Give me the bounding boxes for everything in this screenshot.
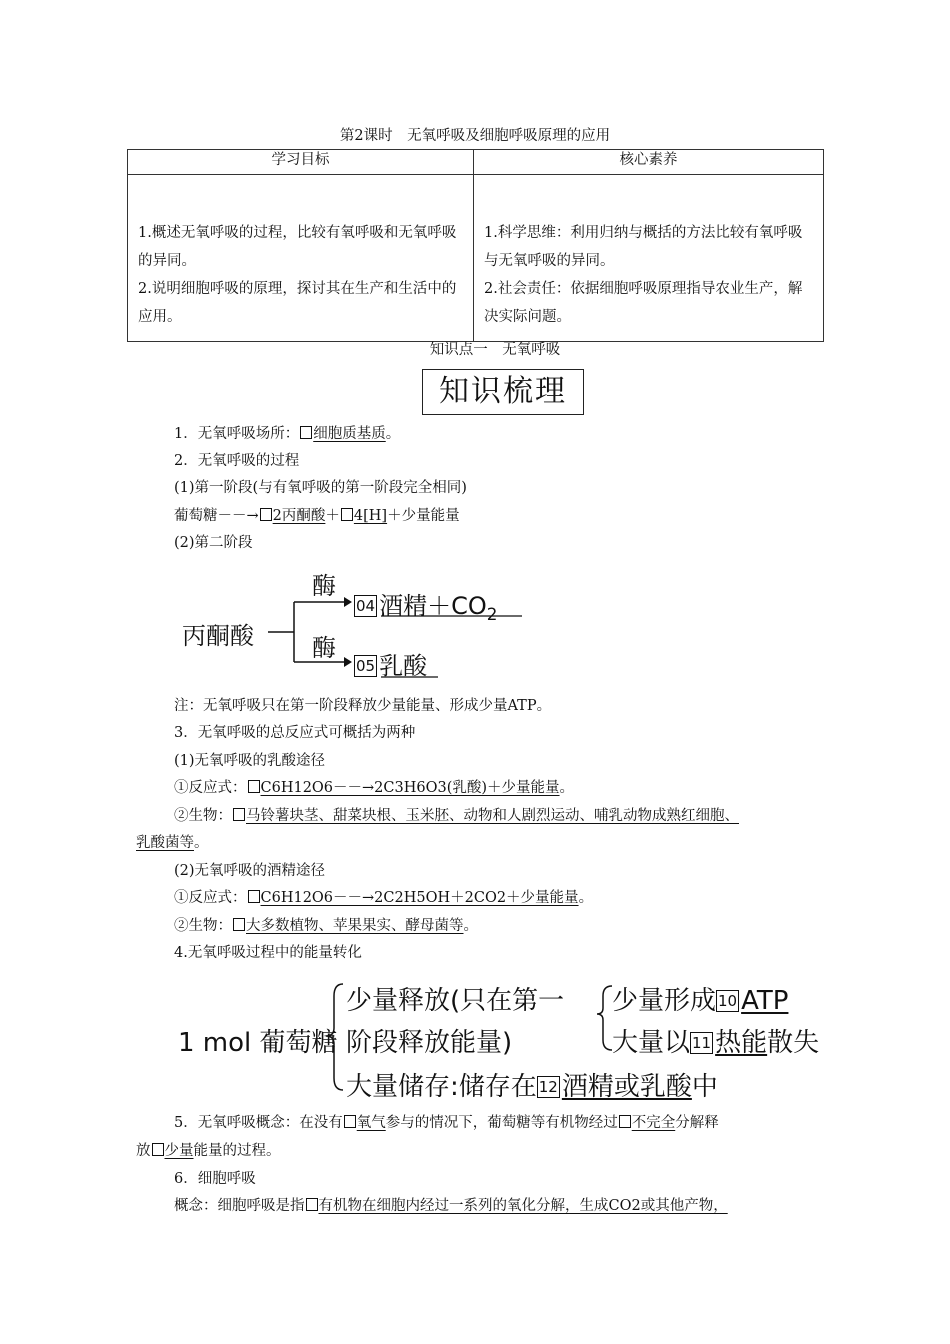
enzyme-label-bottom: 酶 (312, 634, 336, 662)
note: 注：无氧呼吸只在第一阶段释放少量能量、形成少量ATP。 (174, 698, 552, 714)
header-core-literacy: 核心素养 (474, 150, 824, 175)
section-label: 知识点一 无氧呼吸 (429, 342, 561, 358)
knowledge-heading-box: 知识梳理 (422, 369, 584, 415)
page-title: 第2课时 无氧呼吸及细胞呼吸原理的应用 (339, 128, 611, 144)
energy-source: 1 mol 葡萄糖 (178, 1028, 338, 1058)
header-learning-goals: 学习目标 (128, 150, 474, 175)
line-3: (1)第一阶段(与有氧呼吸的第一阶段完全相同) (174, 480, 467, 496)
line-16: 放 少量能量的过程。 (136, 1143, 281, 1159)
goal-2: 2.说明细胞呼吸的原理，探讨其在生产和生活中的应用。 (138, 281, 457, 325)
line-7: (1)无氧呼吸的乳酸途径 (174, 753, 326, 769)
line-11: (2)无氧呼吸的酒精途径 (174, 863, 326, 879)
stage2-reactant: 丙酮酸 (182, 622, 254, 650)
energy-storage: 大量储存:储存在 12 酒精或乳酸中 (346, 1072, 718, 1102)
literacy-2: 2.社会责任：依据细胞呼吸原理指导农业生产，解决实际问题。 (484, 281, 803, 325)
line-2: 2．无氧呼吸的过程 (174, 453, 300, 469)
line-13: ②生物： 大多数植物、苹果果实、酵母菌等。 (174, 918, 478, 934)
checkbox-icon (248, 780, 260, 793)
line-12: ①反应式： C6H12O6－－→2C2H5OH＋2CO2＋少量能量。 (174, 890, 594, 906)
checkbox-icon (233, 808, 245, 821)
checkbox-icon (248, 890, 260, 903)
stage2-product-2: 05 乳酸 (356, 652, 428, 680)
checkbox-icon (344, 1115, 356, 1128)
literacy-1: 1.科学思维：利用归纳与概括的方法比较有氧呼吸与无氧呼吸的异同。 (484, 225, 803, 269)
line-4: 葡萄糖－－→ 2丙酮酸＋ 4[H]＋少量能量 (174, 508, 460, 524)
checkbox-icon (306, 1198, 318, 1211)
line-10: 乳酸菌等。 (136, 835, 209, 851)
energy-atp: 少量形成 10 ATP (612, 986, 789, 1016)
line-18: 概念：细胞呼吸是指 有机物在细胞内经过一系列的氧化分解，生成CO2或其他产物， (174, 1198, 728, 1214)
line-1: 1．无氧呼吸场所： 细胞质基质。 (174, 426, 401, 442)
energy-release-1: 少量释放(只在第一 (346, 986, 565, 1016)
energy-release-2: 阶段释放能量) (346, 1028, 513, 1058)
line-14: 4.无氧呼吸过程中的能量转化 (174, 945, 362, 961)
energy-heat: 大量以 11 热能散失 (612, 1028, 820, 1058)
line-8: ①反应式： C6H12O6－－→2C3H6O3(乳酸)＋少量能量。 (174, 780, 575, 796)
line-17: 6．细胞呼吸 (174, 1171, 256, 1187)
checkbox-icon (233, 918, 245, 931)
checkbox-icon (152, 1143, 164, 1156)
checkbox-icon (619, 1115, 631, 1128)
enzyme-label-top: 酶 (312, 572, 336, 600)
line-9: ②生物： 马铃薯块茎、甜菜块根、玉米胚、动物和人剧烈运动、哺乳动物成熟红细胞、 (174, 808, 739, 824)
line-15: 5．无氧呼吸概念：在没有 氧气参与的情况下，葡萄糖等有机物经过 不完全分解释 (174, 1115, 719, 1131)
stage2-product-1: 04 酒精$+CO_2$ (356, 592, 498, 624)
goal-1: 1.概述无氧呼吸的过程，比较有氧呼吸和无氧呼吸的异同。 (138, 225, 457, 269)
line-6: 3．无氧呼吸的总反应式可概括为两种 (174, 725, 416, 741)
line-5: (2)第二阶段 (174, 535, 253, 551)
